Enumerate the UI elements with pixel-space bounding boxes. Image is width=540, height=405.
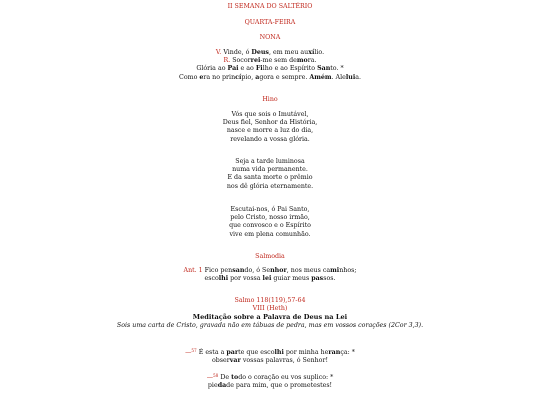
psalm-reference: Salmo 118(119),57-64 [234,297,306,304]
versicle-r-mark: R. [223,57,231,65]
text-segment: Socor [230,57,251,65]
verse-58 [0,374,540,390]
stressed-syllable: cí [235,73,242,81]
stressed-syllable: par [226,349,239,356]
gloria-line-1 [0,65,540,73]
hymn-line: nos dê glória eternamente. [226,182,314,190]
text-segment: sos. [323,275,336,283]
week-title: II SEMANA DO SALTÉRIO [227,3,313,10]
verse-57-text-1 [197,349,355,356]
stressed-syllable: lei [262,275,272,283]
versicle-v-mark: V. [215,49,222,56]
text-segment: ra no prin [203,73,236,81]
hymn-line: Seja a tarde luminosa [235,158,305,165]
versicle-r-line [0,57,540,65]
text-segment: esco [204,275,219,283]
hymn-line: Vós que sois o Imutável, [231,111,309,118]
stressed-syllable: mo [296,57,308,65]
stressed-syllable: Deus [251,49,269,56]
text-segment: obser [211,357,230,365]
stressed-syllable: Pai [227,65,239,73]
stressed-syllable: nhor [270,267,287,274]
verse-number: 57 [191,348,197,353]
text-segment: Vinde, ó [221,49,252,56]
text-segment: e ao [238,65,256,73]
stressed-syllable: rei [250,57,261,65]
text-segment: ra. [307,57,317,65]
text-segment: a. [355,73,361,81]
hymn-line: Deus fiel, Senhor da História, [222,119,318,127]
text-segment: , nos meus ca [286,267,331,274]
text-segment: guiar meus [271,275,312,283]
hour-heading: NONA [259,34,281,41]
text-segment: É esta a [196,349,227,356]
stressed-syllable: Amém [309,73,332,81]
verse-57 [0,349,540,365]
hymn-line: nasce e morre a luz do dia, [226,127,314,135]
psalmody-heading: Salmodia [255,253,285,260]
text-segment: Fico pen [202,267,233,274]
verse-58-line-2 [0,382,540,390]
stressed-syllable: e [199,73,204,81]
psalm-section: VIII (Heth) [252,305,288,313]
verse-57-line-2 [0,357,540,365]
psalm-epigraph: Sois uma carta de Cristo, gravada não em tábuas de pedra, mas em vossos corações (2Cor 3,3). [116,321,424,329]
stressed-syllable: a [255,73,260,81]
text-segment: ça: * [340,349,355,356]
antiphon-block [0,267,540,283]
text-segment: to. * [330,65,344,73]
hymn-line: E da santa morte o prêmio [227,174,313,182]
text-segment: de para mim, que o prometestes! [226,382,333,390]
stressed-syllable: San [317,65,331,73]
text-segment: -me sem de [260,57,297,65]
psalm-header [0,297,540,330]
hymn-stanza-2 [0,158,540,191]
day-heading: QUARTA-FEIRA [244,19,296,26]
stressed-syllable: ran [328,349,341,356]
stressed-syllable: lhi [218,275,229,283]
text-segment: Glória ao [196,65,228,73]
stressed-syllable: mi [330,267,340,274]
antiphon-label: Ant. 1 [183,267,203,274]
text-segment: . Ale [331,73,346,81]
hymn-heading: Hino [262,96,278,103]
versicle-r-text [230,57,316,64]
stressed-syllable: var [229,357,241,365]
text-segment: pio, [241,73,256,81]
text-segment: vossas palavras, ó Senhor! [240,357,329,365]
stressed-syllable: xí [308,49,315,56]
hymn-stanza-1 [0,111,540,144]
verse-dash: — [206,374,213,381]
stressed-syllable: pas [311,275,324,283]
verse-number: 58 [212,373,219,378]
antiphon-text-1 [203,267,357,274]
text-segment: te que esco [238,349,275,356]
versicle-v-line [0,49,540,57]
hymn-line: numa vida permanente. [232,166,308,174]
psalm-title: Meditação sobre a Palavra de Deus na Lei [192,313,348,322]
antiphon-line-1 [0,267,540,275]
text-segment: por minha he [283,349,329,356]
text-segment: gora e sempre. [259,73,310,81]
text-segment: nhos; [339,267,357,274]
hymn-line: revelando a vossa glória. [230,135,310,143]
stressed-syllable: da [217,382,227,390]
stressed-syllable: lhi [274,349,284,356]
text-segment: , em meu au [268,49,309,56]
hymn-line: vive em plena comunhão. [229,230,311,238]
text-segment: do o coração eu vos suplico: * [238,374,334,381]
versicle-v-text [221,49,324,56]
text-segment: por vossa [228,275,263,283]
text-segment: do, ó Se [244,267,271,274]
verse-58-line-1 [0,374,540,382]
stressed-syllable: lui [345,73,356,81]
versicle-block [0,49,540,82]
verse-58-text-1 [218,374,333,381]
hymn-line: Escutai-nos, ó Pai Santo, [230,206,310,213]
stressed-syllable: Fi [255,65,263,73]
text-segment: Como [179,73,200,81]
hymn-line: que convosco e o Espírito [229,222,311,230]
verse-57-line-1 [0,349,540,357]
text-segment: De [218,374,232,381]
text-segment: lho e ao Espírito [262,65,318,73]
text-segment: pie [207,382,218,390]
gloria-line-2 [0,74,540,82]
hymn-stanza-3 [0,206,540,239]
stressed-syllable: san [232,267,245,274]
stressed-syllable: to [231,374,239,381]
verse-dash: — [185,349,192,356]
text-segment: lio. [314,49,325,56]
antiphon-line-2 [0,275,540,283]
hymn-line: pelo Cristo, nosso irmão, [230,214,310,222]
